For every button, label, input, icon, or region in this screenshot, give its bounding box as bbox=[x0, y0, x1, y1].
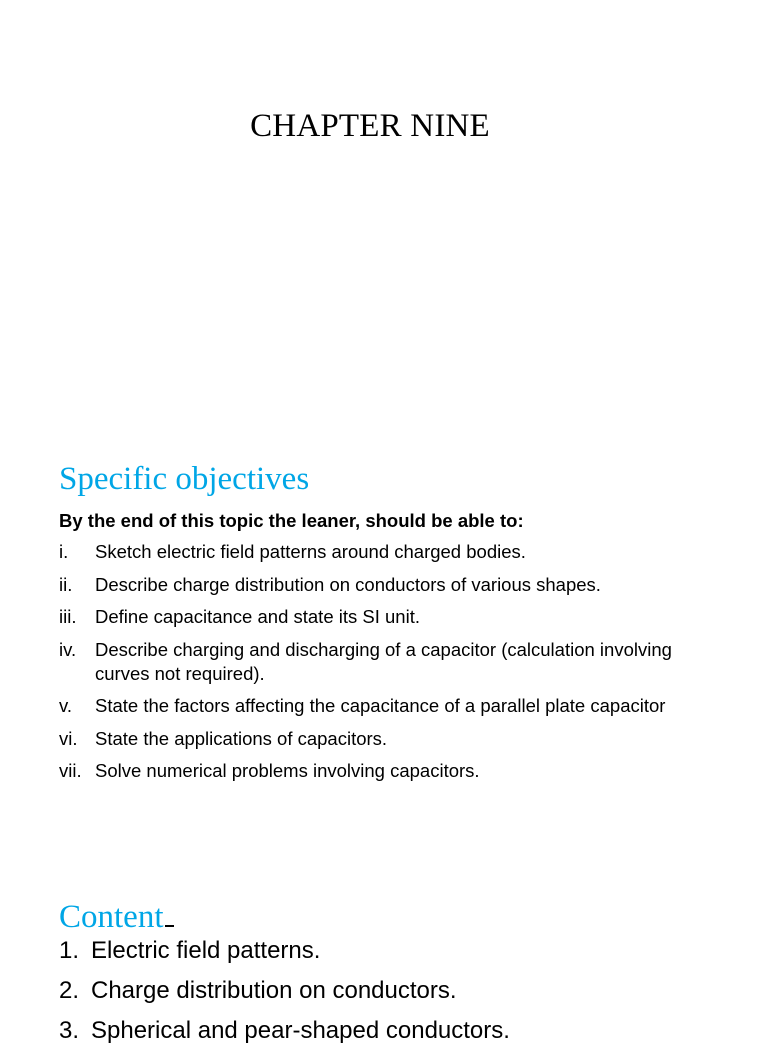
objectives-intro: By the end of this topic the leaner, should be able to: bbox=[59, 510, 524, 531]
content-list bbox=[59, 931, 719, 1051]
content-text: Electric field patterns. bbox=[91, 937, 321, 964]
objective-item bbox=[59, 638, 709, 686]
objective-item bbox=[59, 694, 709, 718]
objective-item bbox=[59, 573, 709, 597]
content-text: Spherical and pear-shaped conductors. bbox=[91, 1017, 510, 1044]
objective-text: Define capacitance and state its SI unit. bbox=[95, 606, 420, 627]
objective-number: ii. bbox=[59, 573, 73, 595]
content-item bbox=[59, 931, 719, 971]
objective-text: Describe charging and discharging of a capacitor (calculation involving curves not required). bbox=[95, 638, 672, 684]
objective-number: vii. bbox=[59, 760, 82, 781]
objective-item bbox=[59, 540, 709, 564]
objective-item bbox=[59, 605, 709, 629]
content-heading bbox=[59, 901, 174, 934]
objective-text: Sketch electric field patterns around charged bodies. bbox=[95, 541, 526, 562]
content-number: 3. bbox=[59, 1017, 80, 1044]
objective-text: State the factors affecting the capacitance of a parallel plate capacitor bbox=[95, 695, 666, 716]
content-number: 1. bbox=[59, 937, 80, 964]
text-cursor bbox=[165, 925, 174, 927]
content-number: 2. bbox=[59, 977, 80, 1004]
objective-text: Describe charge distribution on conductors of various shapes. bbox=[95, 573, 601, 595]
content-text: Charge distribution on conductors. bbox=[91, 977, 457, 1004]
objective-number: vi. bbox=[59, 727, 78, 749]
objectives-heading: Specific objectives bbox=[59, 461, 310, 497]
objective-text: Solve numerical problems involving capacitors. bbox=[95, 760, 480, 781]
objective-number: iii. bbox=[59, 606, 77, 627]
content-heading-text: Content bbox=[59, 899, 164, 935]
objective-item bbox=[59, 759, 709, 783]
content-item bbox=[59, 1011, 719, 1051]
objective-number: v. bbox=[59, 695, 73, 716]
objective-number: iv. bbox=[59, 638, 77, 660]
chapter-title: CHAPTER NINE bbox=[250, 108, 490, 144]
objective-number: i. bbox=[59, 541, 69, 562]
objective-text: State the applications of capacitors. bbox=[95, 727, 388, 749]
content-item bbox=[59, 971, 719, 1011]
objectives-list bbox=[59, 540, 709, 792]
objective-item bbox=[59, 727, 709, 751]
